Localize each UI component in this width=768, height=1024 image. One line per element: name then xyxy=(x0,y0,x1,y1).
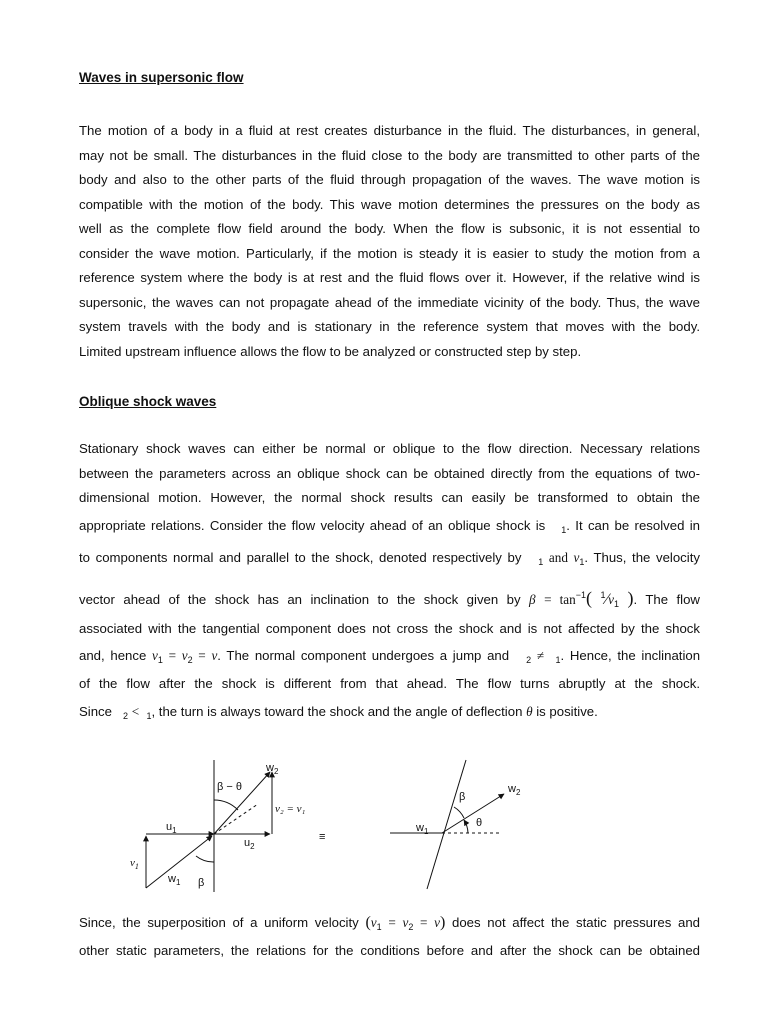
label-theta: θ xyxy=(476,817,483,829)
paragraph-line: to components normal and parallel to the shock, denoted respectively by $_1$ and $v_1$. Thus, the velocity xyxy=(79,549,700,567)
label-w2: $w_2$ xyxy=(266,762,279,776)
paragraph-line: and, hence $v_1 = v_2 = v$. The normal component undergoes a jump and $_2$ ≠ $_1$. Hence, the inclination xyxy=(79,647,701,665)
theta-arc xyxy=(464,820,468,833)
oblique-shock-line xyxy=(427,760,466,889)
paragraph-line: Since $_2$ < $_1$, the turn is always toward the shock and the angle of deflection θ is positive. xyxy=(79,703,598,721)
paragraph-line: dimensional motion. However, the normal shock results can easily be transformed to obtain the xyxy=(79,490,700,505)
paragraph-line: Since, the superposition of a uniform velocity $(v_1 = v_2 = v)$ does not affect the static pressures and xyxy=(79,914,701,932)
section-title-oblique-shock: Oblique shock waves xyxy=(79,394,217,409)
beta-arc-right xyxy=(454,807,464,818)
paragraph-line: Limited upstream influence allows the flow to be analyzed or constructed step by step. xyxy=(79,343,582,359)
paragraph-line: vector ahead of the shock has an inclination to the shock given by $\beta = \tan^{-1}$( $^1⁄v_1$ ). The flow xyxy=(79,587,700,609)
paragraph-line: between the parameters across an oblique shock can be obtained directly from the equations of two- xyxy=(79,465,700,481)
label-beta-minus-theta: β − θ xyxy=(217,781,242,793)
section-title-supersonic-waves: Waves in supersonic flow xyxy=(79,70,244,85)
label-u2: $u_2$ xyxy=(244,837,255,851)
paragraph-line: Stationary shock waves can either be normal or oblique to the flow direction. Necessary relations xyxy=(79,441,700,456)
paragraph-line: of the flow after the shock is different from that ahead. The flow turns abruptly at the shock. xyxy=(79,675,700,691)
beta-arc xyxy=(196,856,214,862)
paragraph-line: associated with the tangential component does not cross the shock and is not affected by the shock xyxy=(79,620,700,636)
label-beta-right: β xyxy=(459,791,466,803)
velocity-vector-diagram xyxy=(120,752,540,897)
label-beta: β xyxy=(198,877,205,889)
paragraph-line: other static parameters, the relations for the conditions before and after the shock can be obtained xyxy=(79,943,700,958)
paragraph-line: appropriate relations. Consider the flow velocity ahead of an oblique shock is $_1$. It can be resolved in xyxy=(79,517,700,535)
paragraph-line: compatible with the motion of the body. This wave motion determines the pressures on the body as xyxy=(79,196,700,212)
label-w2-right: $w_2$ xyxy=(508,783,521,797)
label-u1: $u_1$ xyxy=(166,821,177,835)
paragraph-line: supersonic, the waves can not propagate ahead of the immediate vicinity of the body. Thus, the wave xyxy=(79,294,700,310)
paragraph-line: system travels with the body and is stationary in the reference system that moves with the body. xyxy=(79,319,700,334)
paragraph-superposition xyxy=(79,909,700,965)
paragraph-line: The motion of a body in a fluid at rest creates disturbance in the fluid. The disturbances, in general, xyxy=(79,123,700,138)
paragraph-oblique-shock xyxy=(79,437,700,726)
right-shock-diagram xyxy=(390,760,521,889)
beta-theta-arc xyxy=(214,800,238,810)
label-v2-equals-v1: v₂ = v₁ xyxy=(275,803,306,815)
paragraph-line: well as the complete flow field around the body. When the flow is subsonic, it is not essential to xyxy=(79,221,700,236)
label-w1-right: $w_1$ xyxy=(416,822,429,836)
paragraph-supersonic-waves xyxy=(79,119,700,364)
oblique-shock-diagram xyxy=(120,752,540,897)
label-v1: $v_1$ xyxy=(130,857,139,871)
left-vector-triangle xyxy=(130,760,306,892)
equivalence-symbol: ≡ xyxy=(319,831,326,843)
paragraph-line: consider the wave motion. Particularly, if the motion is steady it is easier to study the motion from a xyxy=(79,245,700,261)
label-w1: $w_1$ xyxy=(168,873,181,887)
w2-vector-right xyxy=(442,794,504,833)
paragraph-line: may not be small. The disturbances in the fluid close to the body are transmitted to other parts of the xyxy=(79,147,700,163)
paragraph-line: body and also to the other parts of the fluid through propagation of the waves. The wave motion is xyxy=(79,172,700,187)
paragraph-line: reference system where the body is at rest and the fluid flows over it. However, if the relative wind is xyxy=(79,270,700,285)
